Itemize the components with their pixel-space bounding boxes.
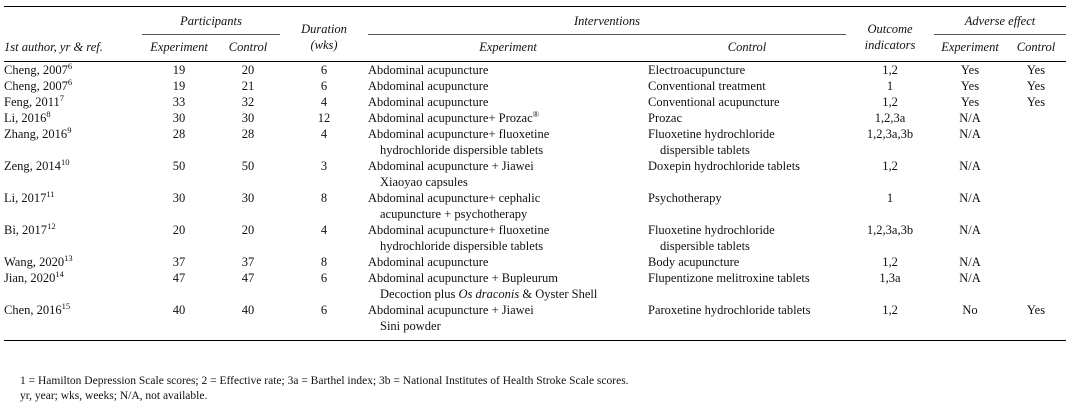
outcome-header: Outcome: [867, 22, 913, 36]
author-cell: [4, 222, 142, 254]
author-header: 1st author, yr & ref.: [4, 40, 103, 54]
participants-control-cell: 47: [241, 271, 255, 285]
duration-cell: 6: [320, 63, 328, 77]
participants-experiment-cell: 40: [172, 303, 186, 317]
reference-number: 8: [46, 108, 51, 119]
intervention-experiment-text: Abdominal acupuncture + Bupleurum: [368, 271, 558, 285]
intervention-experiment-cell: [368, 222, 648, 254]
author-text: Feng, 2011: [4, 95, 60, 109]
intervention-control-line: Body acupuncture: [648, 255, 740, 269]
outcome-indicators-cell: 1,2: [882, 159, 898, 173]
author-cell: [4, 62, 142, 79]
participants-header: Participants: [180, 14, 242, 28]
intervention-control-line: Psychotherapy: [648, 191, 722, 205]
author-cell: [4, 126, 142, 158]
reference-number: 7: [59, 92, 65, 103]
intervention-control-cell: [648, 110, 846, 126]
intervention-control-cell: [648, 62, 846, 79]
control-header: Control: [228, 40, 268, 54]
intervention-control-cell: [648, 270, 846, 302]
intervention-control-line: Paroxetine hydrochloride tablets: [648, 303, 811, 317]
outcome-indicators-cell: 1,2: [882, 63, 898, 77]
intervention-experiment-line: [368, 302, 648, 318]
adverse-experiment-cell: Yes: [960, 63, 980, 77]
participants-control-cell: 32: [241, 95, 255, 109]
table-footnotes: [20, 374, 629, 404]
intervention-control-cell: [648, 126, 846, 158]
adverse-control-cell: [1006, 126, 1066, 158]
intervention-experiment-text: Xiaoyao capsules: [380, 175, 468, 189]
duration-cell: 12: [317, 111, 331, 125]
footnote-abbrev-scores: 1 = Hamilton Depression Scale scores; 2 = Effective rate; 3a = Barthel index; 3b = National Institutes of Health Stroke Scale scores.: [20, 375, 629, 387]
intervention-experiment-text: acupuncture + psychotherapy: [380, 207, 528, 221]
adverse-control-cell: [1006, 254, 1066, 270]
table-row: [4, 254, 1066, 270]
author-text: Li, 2016: [4, 111, 47, 125]
author-text: Cheng, 2007: [4, 79, 68, 93]
intervention-experiment-line: [368, 94, 648, 110]
interventions-header: Interventions: [574, 14, 640, 28]
duration-cell: 8: [320, 191, 328, 205]
table-row: [4, 190, 1066, 222]
intervention-experiment-line: [368, 62, 648, 78]
participants-control-cell: 30: [241, 191, 255, 205]
intervention-control-line: Conventional treatment: [648, 79, 766, 93]
adverse-control-cell: Yes: [1026, 79, 1046, 93]
intervention-experiment-line: [368, 318, 648, 334]
intervention-experiment-text: hydrochloride dispersible tablets: [380, 143, 544, 157]
duration-header: Duration: [301, 22, 347, 36]
table-row: [4, 110, 1066, 126]
adverse-control-cell: [1006, 158, 1066, 190]
participants-control-cell: 30: [241, 111, 255, 125]
participants-control-cell: 37: [241, 255, 255, 269]
intervention-experiment-cell: [368, 302, 648, 341]
interventions-control-header: Control: [727, 40, 767, 54]
intervention-control-cell: [648, 254, 846, 270]
reference-number: 12: [47, 220, 56, 231]
intervention-experiment-line: [368, 110, 648, 126]
registered-mark: ®: [532, 108, 540, 119]
intervention-experiment-line: [368, 238, 648, 254]
participants-experiment-cell: 30: [172, 111, 186, 125]
footnote-abbrev-units: yr, year; wks, weeks; N/A, not available.: [20, 390, 208, 402]
intervention-experiment-cell: [368, 78, 648, 94]
outcome-indicators-cell: 1: [886, 79, 894, 93]
outcome-indicators-cell: 1,2,3a: [874, 111, 906, 125]
adverse-control-cell: [1006, 222, 1066, 254]
intervention-experiment-text: Abdominal acupuncture+ fluoxetine: [368, 223, 550, 237]
table-row: [4, 126, 1066, 158]
intervention-control-line: Prozac: [648, 111, 683, 125]
intervention-experiment-text: Abdominal acupuncture+ Prozac: [368, 111, 533, 125]
participants-experiment-cell: 19: [172, 63, 186, 77]
intervention-experiment-text: Abdominal acupuncture + Jiawei: [368, 159, 534, 173]
author-text: Bi, 2017: [4, 223, 48, 237]
author-cell: [4, 94, 142, 110]
interventions-experiment-header: Experiment: [479, 40, 537, 54]
intervention-control-cell: [648, 222, 846, 254]
author-text: Li, 2017: [4, 191, 47, 205]
outcome-indicators-cell: 1,2: [882, 255, 898, 269]
participants-experiment-cell: 28: [172, 127, 186, 141]
author-text: Zeng, 2014: [4, 159, 61, 173]
outcome-indicators-cell: 1,2,3a,3b: [866, 127, 914, 141]
participants-experiment-cell: 47: [172, 271, 186, 285]
adverse-control-cell: [1006, 110, 1066, 126]
adverse-experiment-cell: N/A: [959, 255, 981, 269]
table-row: [4, 222, 1066, 254]
author-text: Chen, 2016: [4, 303, 62, 317]
participants-experiment-cell: 37: [172, 255, 186, 269]
intervention-experiment-line: Decoction plus Os draconis & Oyster Shell: [380, 287, 598, 301]
intervention-experiment-line: [368, 126, 648, 142]
duration-cell: 4: [320, 223, 328, 237]
author-text: Wang, 2020: [4, 255, 65, 269]
intervention-control-line: Fluoxetine hydrochloride: [648, 127, 775, 141]
intervention-experiment-line: [368, 190, 648, 206]
intervention-experiment-line: [368, 158, 648, 174]
intervention-experiment-line: [368, 174, 648, 190]
reference-number: 10: [60, 156, 70, 167]
duration-cell: 4: [320, 95, 328, 109]
adverse-experiment-cell: Yes: [960, 95, 980, 109]
intervention-experiment-text: Abdominal acupuncture: [368, 255, 489, 269]
adverse-control-cell: [1006, 190, 1066, 222]
intervention-experiment-cell: [368, 158, 648, 190]
table-row: [4, 62, 1066, 79]
adverse-experiment-cell: Yes: [960, 79, 980, 93]
intervention-experiment-line: [368, 222, 648, 238]
intervention-control-line: Fluoxetine hydrochloride: [648, 223, 775, 237]
adverse-experiment-cell: N/A: [959, 127, 981, 141]
outcome-indicators-cell: 1,2: [882, 95, 898, 109]
intervention-control-line: Flupentizone melitroxine tablets: [648, 271, 810, 285]
participants-experiment-cell: 19: [172, 79, 186, 93]
author-cell: [4, 302, 142, 341]
participants-control-cell: 20: [241, 63, 255, 77]
intervention-control-line: Conventional acupuncture: [648, 95, 780, 109]
intervention-control-line: dispersible tablets: [660, 143, 750, 157]
intervention-experiment-cell: [368, 254, 648, 270]
adverse-control-cell: Yes: [1026, 95, 1046, 109]
author-cell: [4, 110, 142, 126]
intervention-control-cell: [648, 190, 846, 222]
intervention-experiment-text: hydrochloride dispersible tablets: [380, 239, 544, 253]
outcome-indicators-cell: 1: [886, 191, 894, 205]
duration-cell: 4: [320, 127, 328, 141]
intervention-experiment-text: Sini powder: [380, 319, 441, 333]
intervention-control-cell: [648, 302, 846, 341]
author-text: Zhang, 2016: [4, 127, 68, 141]
intervention-experiment-cell: [368, 126, 648, 158]
intervention-experiment-text: Abdominal acupuncture+ cephalic: [368, 191, 541, 205]
intervention-experiment-line: [368, 142, 648, 158]
participants-experiment-cell: 30: [172, 191, 186, 205]
intervention-control-line: Electroacupuncture: [648, 63, 746, 77]
outcome-indicators-cell: 1,2: [882, 303, 898, 317]
reference-number: 14: [55, 268, 64, 279]
outcome-header-2: indicators: [864, 38, 916, 52]
reference-number: 15: [61, 300, 71, 311]
participants-control-cell: 50: [241, 159, 255, 173]
table-row: [4, 94, 1066, 110]
adverse-control-cell: Yes: [1026, 63, 1046, 77]
author-cell: [4, 78, 142, 94]
intervention-experiment-line: [368, 270, 648, 286]
adverse-experiment-cell: N/A: [959, 191, 981, 205]
author-text: Jian, 2020: [4, 271, 56, 285]
participants-experiment-cell: 33: [172, 95, 186, 109]
intervention-experiment-line: [368, 206, 648, 222]
author-cell: [4, 158, 142, 190]
intervention-experiment-cell: [368, 110, 648, 126]
intervention-experiment-cell: [368, 190, 648, 222]
participants-control-cell: 21: [241, 79, 255, 93]
intervention-control-cell: [648, 78, 846, 94]
reference-number: 13: [64, 252, 73, 263]
table-body: [4, 62, 1066, 341]
study-characteristics-table: [4, 6, 1066, 341]
intervention-experiment-text: Abdominal acupuncture+ fluoxetine: [368, 127, 550, 141]
intervention-experiment-cell: [368, 270, 648, 302]
outcome-indicators-cell: 1,2,3a,3b: [866, 223, 914, 237]
adverse-experiment-cell: N/A: [959, 271, 981, 285]
duration-cell: 6: [320, 271, 328, 285]
table-row: [4, 270, 1066, 302]
adverse-experiment-header: Experiment: [941, 40, 999, 54]
duration-unit: (wks): [310, 38, 338, 52]
adverse-experiment-cell: N/A: [959, 159, 981, 173]
table-row: [4, 78, 1066, 94]
adverse-control-cell: [1006, 270, 1066, 302]
author-cell: [4, 254, 142, 270]
intervention-experiment-cell: [368, 62, 648, 79]
adverse-experiment-cell: N/A: [959, 111, 981, 125]
intervention-control-cell: [648, 158, 846, 190]
adverse-control-header: Control: [1016, 40, 1056, 54]
table-row: [4, 158, 1066, 190]
duration-cell: 6: [320, 303, 328, 317]
reference-number: 6: [67, 76, 73, 87]
intervention-control-line: dispersible tablets: [660, 239, 750, 253]
author-text: Cheng, 2007: [4, 63, 68, 77]
reference-number: 11: [46, 188, 55, 199]
intervention-experiment-text: Abdominal acupuncture + Jiawei: [368, 303, 534, 317]
intervention-experiment-line: [368, 78, 648, 94]
table-row: [4, 302, 1066, 341]
participants-control-cell: 20: [241, 223, 255, 237]
duration-cell: 8: [320, 255, 328, 269]
author-cell: [4, 190, 142, 222]
intervention-control-cell: [648, 94, 846, 110]
participants-experiment-cell: 50: [172, 159, 186, 173]
reference-number: 9: [67, 124, 72, 135]
duration-cell: 3: [320, 159, 328, 173]
participants-control-cell: 40: [241, 303, 255, 317]
adverse-effect-header: Adverse effect: [964, 14, 1036, 28]
adverse-control-cell: Yes: [1026, 303, 1046, 317]
outcome-indicators-cell: 1,3a: [879, 271, 901, 285]
duration-cell: 6: [320, 79, 328, 93]
participants-experiment-cell: 20: [172, 223, 186, 237]
adverse-experiment-cell: No: [962, 303, 978, 317]
intervention-experiment-text: Abdominal acupuncture: [368, 95, 489, 109]
adverse-experiment-cell: N/A: [959, 223, 981, 237]
reference-number: 6: [67, 60, 73, 71]
participants-control-cell: 28: [241, 127, 255, 141]
header-row-group: [4, 13, 1066, 33]
intervention-control-line: Doxepin hydrochloride tablets: [648, 159, 801, 173]
experiment-header: Experiment: [150, 40, 208, 54]
intervention-experiment-text: Abdominal acupuncture: [368, 79, 489, 93]
intervention-experiment-text: Abdominal acupuncture: [368, 63, 489, 77]
intervention-experiment-cell: [368, 94, 648, 110]
intervention-experiment-line: [368, 254, 648, 270]
author-cell: [4, 270, 142, 302]
